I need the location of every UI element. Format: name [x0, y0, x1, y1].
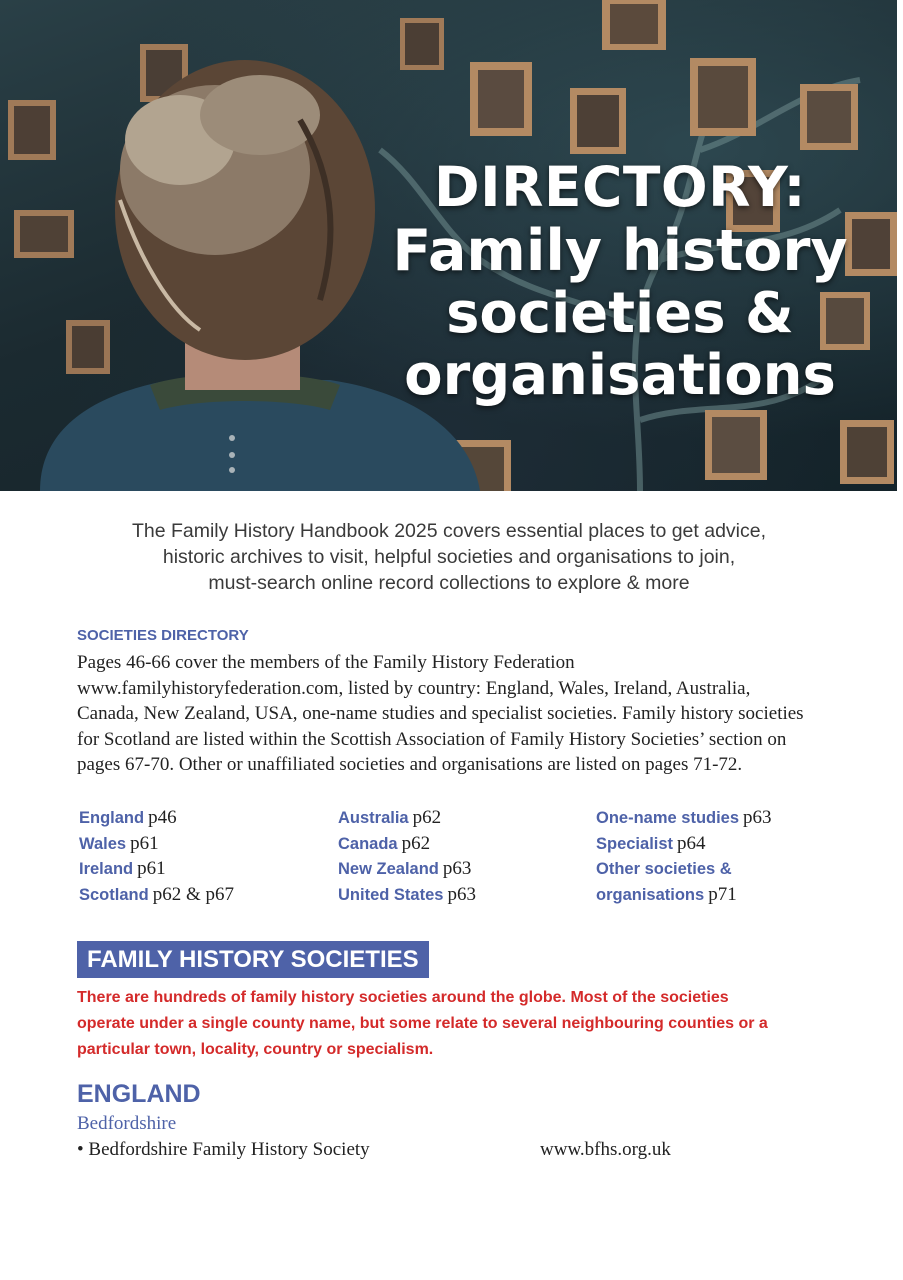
region-heading-england: ENGLAND — [77, 1080, 201, 1108]
hero-title-line1: DIRECTORY: — [433, 155, 807, 219]
index-item-wales[interactable]: Wales p61 — [79, 832, 159, 854]
intro-line: historic archives to visit, helpful societies and organisations to join, — [162, 546, 736, 568]
index-item-other-societies[interactable]: Other societies & — [596, 860, 732, 878]
index-item-australia[interactable]: Australia p62 — [338, 807, 442, 828]
societies-directory-heading: SOCIETIES DIRECTORY — [77, 627, 249, 644]
county-heading-bedfordshire: Bedfordshire — [77, 1113, 177, 1134]
intro-line: must-search online record collections to explore & more — [208, 572, 690, 594]
body-line: www.familyhistoryfederation.com, listed by country: England, Wales, Ireland, Australia, — [77, 677, 751, 699]
society-name: • Bedfordshire Family History Society — [77, 1139, 370, 1160]
index-item-ireland[interactable]: Ireland p61 — [79, 858, 166, 879]
hero-title-line4: organisations — [404, 343, 836, 408]
intro-paragraph — [60, 518, 838, 596]
hero-image — [0, 0, 897, 491]
intro-line: The Family History Handbook 2025 covers essential places to get advice, — [131, 520, 767, 542]
society-entry — [77, 1139, 847, 1165]
index-item-scotland[interactable]: Scotland p62 & p67 — [79, 883, 234, 905]
hero-title-line2: Family history — [392, 218, 848, 284]
societies-directory-body — [77, 650, 837, 778]
fhs-intro-line: particular town, locality, country or specialism. — [77, 1041, 434, 1058]
hero-title-line3: societies & — [446, 281, 794, 346]
index-item-new-zealand[interactable]: New Zealand p63 — [338, 858, 472, 879]
body-line: Pages 46-66 cover the members of the Family History Federation — [77, 652, 575, 673]
directory-index — [0, 805, 903, 915]
index-item-england[interactable]: England p46 — [79, 807, 177, 828]
fhs-intro-line: There are hundreds of family history societies around the globe. Most of the societies — [77, 989, 729, 1006]
body-line: pages 67-70. Other or unaffiliated societies and organisations are listed on pages 71-72. — [77, 754, 743, 775]
index-item-organisations[interactable]: organisations p71 — [596, 883, 737, 905]
fhs-intro-line: operate under a single county name, but some relate to several neighbouring counties or a — [77, 1015, 768, 1032]
index-column-2 — [338, 805, 588, 907]
index-item-specialist[interactable]: Specialist p64 — [596, 832, 706, 854]
index-item-canada[interactable]: Canada p62 — [338, 832, 431, 854]
index-item-one-name-studies[interactable]: One-name studies p63 — [596, 807, 772, 828]
family-history-societies-intro — [77, 985, 847, 1063]
index-column-1 — [79, 805, 329, 907]
body-line: Canada, New Zealand, USA, one-name studies and specialist societies. Family history societies — [77, 703, 804, 724]
society-url-link[interactable]: www.bfhs.org.uk — [540, 1139, 671, 1160]
hero-title — [330, 155, 897, 408]
family-history-societies-banner: FAMILY HISTORY SOCIETIES — [77, 941, 429, 978]
index-column-3 — [596, 805, 846, 907]
index-item-united-states[interactable]: United States p63 — [338, 883, 476, 905]
body-line: for Scotland are listed within the Scottish Association of Family History Societies’ section on — [77, 728, 787, 750]
